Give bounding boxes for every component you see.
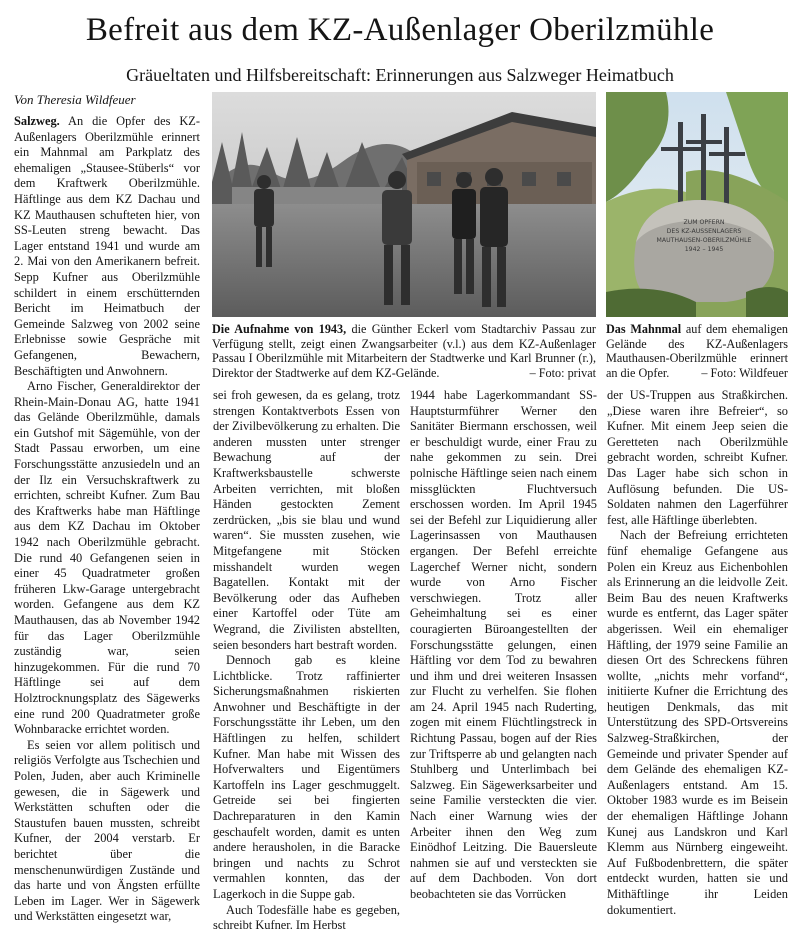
stone-line-4: 1942 – 1945 (684, 246, 724, 253)
historic-photo-illustration (212, 92, 596, 317)
article-column-4 (607, 388, 788, 918)
memorial-caption (606, 322, 788, 380)
paragraph: Nach der Befreiung errichteten fünf ehemalige Gefangene aus Polen ein Kreuz aus Eichenbohlen als Erinnerung an die leidvolle Zeit. Beim Bau des neuen Kraftwerks wurde es entfernt, das Lager später abgerissen. Weil ein ehemaliger Häftling, der 1979 seine Familie an diesen Ort des Schreckens führen wollte, „nichts mehr vorfand“, initiierte Kufner die Errichtung des heutigen Denkmals, das mit Unterstützung des SPD-Ortsvereins Salzweg-Straßkirchen, der Gemeinde und privater Spender auf dem Gelände des ehemaligen KZ-Außenlagers entstand. Am 15. Oktober 1983 wurde es im Beisein der ehemaligen Häftlinge Johann Kunej aus Landskron und Karl Klemm aus Nürnberg eingeweiht. Auf Fußbodenbrettern, die später entdeckt wurden, hatten sie und Mithäftlinge ihr Leiden dokumentiert. (607, 528, 788, 917)
photo-1943-caption (212, 322, 596, 380)
historic-photo-1943 (212, 92, 596, 317)
article-column-1 (14, 114, 200, 925)
paragraph (14, 114, 200, 379)
paragraph: 1944 habe Lagerkommandant SS-Hauptsturmführer Werner den Sanitäter Biermann erschossen, weil er beschuldigt wurde, einer Frau zu nahe gekommen zu sein. Drei polnische Häftlinge seien nach einem missglückten Fluchtversuch erschossen worden. Im April 1945 sei der Befehl zur Liquidierung aller Lagerinsassen von Mauthausen ergangen. Der Befehl erreichte Lagerchef Werner nicht, sondern wurde von Arno Fischer verschwiegen. Trotz aller Geheimhaltung sei es einer couragierten Büroangestellten der Forschungsstätte gelungen, einen Häftling vor dem Tod zu bewahren und ihm und drei weiteren Insassen zur Flucht zu verhelfen. Sie flohen am 24. April 1945 nach Ruderting, zogen mit einem Flüchtlingstreck in Richtung Passau, bogen auf der Ries zur Triftsperre ab und gelangten nach Stuhlberg und Unterlimbach bei Salzweg. Ein Sägewerksarbeiter und seine Familie versteckten die vier. Nach einer Warnung wies der Arbeiter ihnen den Weg zum Einödhof Leitzing. Die Bauersleute nahmen sie auf und versteckten sie auf dem Dachboden. Von dort beobachteten sie das Vorrücken (410, 388, 597, 901)
paragraph: Dennoch gab es kleine Lichtblicke. Trotz raffinierter Sicherungsmaßnahmen riskierten Anwohner und Beschäftigte in der Forschungsstätte ihr Leben, um den Häftlingen zu helfen, schildert Kufner. Man habe mit Wissen des Hofverwalters und Eigentümers Kartoffeln ins Lager geschmuggelt. Getreide sei bei fingierten Dachreparaturen in den Kamin geschaufelt worden, damit es unten andere herausholen, in die Baracke bringen und nachts zu Schrot vermahlen konnten, das der Lagerkoch in die Suppe gab. (213, 653, 400, 901)
byline: Von Theresia Wildfeuer (14, 92, 136, 107)
paragraph-text: An die Opfer des KZ-Außenlagers Oberilzmühle erinnert ein Mahnmal am Parkplatz des ehemaligen „Stausee-Stüberls“ vor dem Kraftwerk Oberilzmühle. Häftlinge aus dem KZ Dachau und KZ Mauthausen schufteten hier, von SS-Leuten streng bewacht. Das Lager entstand 1941 und wurde am 2. Mai von den Amerikanern befreit. Sepp Kufner aus Oberilzmühle schildert in einem erschütternden Bericht im Heimatbuch der Gemeinde Salzweg von 2002 seine Erlebnisse sowie Gespräche mit Gefangenen, Bewachern, Beschäftigten und Anwohnern. (14, 114, 200, 378)
paragraph: Auch Todesfälle habe es gegeben, schreibt Kufner. Im Herbst (213, 902, 400, 933)
stone-line-2: DES KZ-AUSSENLAGERS (666, 228, 742, 235)
caption-lead: Das Mahnmal (606, 322, 682, 336)
subheadline: Gräueltaten und Hilfsbereitschaft: Erinnerungen aus Salzweger Heimatbuch (126, 65, 674, 85)
dateline: Salzweg. (14, 114, 60, 128)
caption-lead: Die Aufnahme von 1943, (212, 322, 347, 336)
stone-line-1: ZUM OPFERN (683, 219, 725, 226)
article-column-3 (410, 388, 597, 903)
paragraph: sei froh gewesen, da es gelang, trotz strengen Kontaktverbots Essen von der Zivilbevölkerung zu erhalten. Die anderen mussten unter strenger Bewachung auf der Kraftwerksbaustelle schwerste Arbeiten verrichten, mit bloßen Händen gestockten Zement zerdrücken, „bis sie blau und wund waren“. Sie mussten zusehen, wie Mitgefangene mit Stöcken misshandelt wurden wegen Bagatellen. Kontakt mit der Bevölkerung oder das Aufheben einer Kartoffel oder Tüte am Wegrand, die Zivilisten abstellten, seien besonders hart bestraft worden. (213, 388, 400, 652)
photo-credit: – Foto: Wildfeuer (701, 365, 788, 380)
stone-line-3: MAUTHAUSEN-OBERILZMÜHLE (656, 237, 752, 244)
photo-credit: – Foto: privat (529, 365, 596, 380)
caption-text: die Günther Eckerl vom Stadtarchiv Passau zur Verfügung stellt, zeigt einen Zwangsarbeiter (v.l.) aus dem KZ-Außenlager Passau I Oberilzmühle mit Mitarbeitern der Stadtwerke und Karl Brunner (r.), Direktor der Stadtwerke auf dem KZ-Gelände. (212, 322, 596, 380)
headline: Befreit aus dem KZ-Außenlager Oberilzmühle (85, 12, 715, 48)
memorial-photo (606, 92, 788, 317)
paragraph: Es seien vor allem politisch und religiös Verfolgte aus Tschechien und Polen, Juden, aber auch Kriminelle gewesen, die in Sägewerk und Werkstätten schuften oder die Staustufen bauen mussten, schreibt Kufner, der 2004 verstarb. Er berichtet über die menschenunwürdigen Zustände und das harte und von Ängsten erfüllte Leben im Lager. Wer in Sägewerk und Werkstätten eingesetzt war, (14, 737, 200, 924)
paragraph: Arno Fischer, Generaldirektor der Rhein-Main-Donau AG, hatte 1941 das Gelände Oberilzmühle, damals ein Gutshof mit Sägemühle, von der Stadt Passau erworben, um eine Forschungsstätte anzusiedeln und an der Ilz ein Versuchskraftwerk zu errichten, schreibt Kufner. Zum Bau des Kraftwerks habe man Häftlinge aus dem KZ Dachau im Oktober 1942 nach Oberilzmühle gebracht. Die rund 40 Gefangenen seien in einer 45 Quadratmeter großen früheren Lkw-Garage untergebracht worden. Gefangene aus dem KZ Mauthausen, das ab November 1942 für das Lager Oberilzmühle zuständig war, seien hinzugekommen. Für die rund 70 Häftlinge sei auf dem Holztrocknungsplatz des Sägewerks eine rund 200 Quadratmeter große Wohnbaracke errichtet worden. (14, 379, 200, 737)
paragraph: der US-Truppen aus Straßkirchen. „Diese waren ihre Befreier“, so Kufner. Mit einem Jeep seien die Geretteten nach Oberilzmühle gebracht worden, schreibt Kufner. Das Lager habe sich schon in Auflösung befunden. Die US-Soldaten nahmen den Lagerführer fest, alle Häftlinge überlebten. (607, 388, 788, 527)
article-column-2 (213, 388, 400, 934)
memorial-photo-illustration (606, 92, 788, 317)
caption-text: auf dem ehemaligen Gelände des KZ-Außenlagers Mauthausen-Oberilzmühle erinnert an die Opfer. (606, 322, 788, 380)
